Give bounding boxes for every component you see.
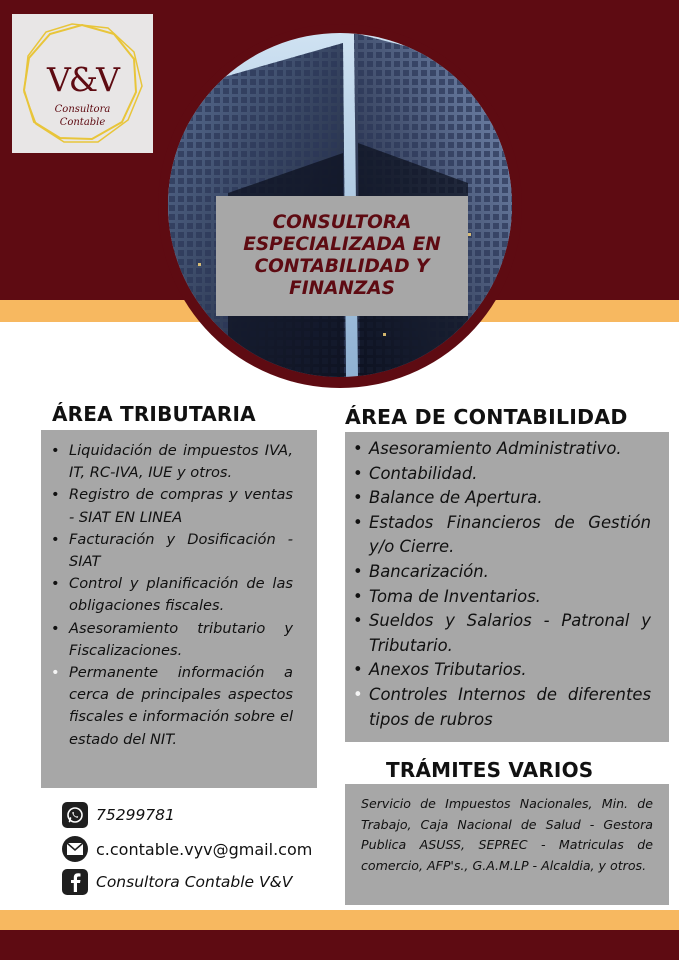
whatsapp-icon xyxy=(62,802,88,828)
contact-facebook[interactable] xyxy=(62,869,292,895)
email-address: c.contable.vyv@gmail.com xyxy=(96,839,313,859)
bottom-maroon-band xyxy=(0,930,679,960)
area-contabilidad-list xyxy=(369,437,651,732)
list-item: • Controles Internos de diferentes tipos de rubros xyxy=(369,683,651,732)
contact-email[interactable] xyxy=(62,836,312,862)
list-item: • Bancarización. xyxy=(369,560,651,585)
facebook-icon xyxy=(62,869,88,895)
list-item: • Facturación y Dosificación - SIAT xyxy=(69,529,293,573)
facebook-page: Consultora Contable V&V xyxy=(96,873,293,891)
tramites-title: TRÁMITES VARIOS xyxy=(386,758,594,782)
logo-monogram: V&V xyxy=(46,60,119,99)
list-item: • Asesoramiento Administrativo. xyxy=(369,437,651,462)
list-item: • Liquidación de impuestos IVA, IT, RC-IVA, IUE y otros. xyxy=(69,440,293,484)
area-tributaria-title: ÁREA TRIBUTARIA xyxy=(52,402,256,426)
list-item: • Estados Financieros de Gestión y/o Cierre. xyxy=(369,511,651,560)
phone-number: 75299781 xyxy=(96,806,175,824)
contact-phone[interactable] xyxy=(62,802,175,828)
list-item: • Registro de compras y ventas - SIAT EN LINEA xyxy=(69,484,293,528)
logo-line-1: Consultora xyxy=(54,104,111,115)
area-tributaria-list xyxy=(69,440,293,751)
list-item: • Permanente información a cerca de principales aspectos fiscales e información sobre el estado del NIT. xyxy=(69,662,293,751)
headline: CONSULTORA ESPECIALIZADA EN CONTABILIDAD Y FINANZAS xyxy=(243,212,441,299)
list-item: • Balance de Apertura. xyxy=(369,486,651,511)
area-contabilidad-title: ÁREA DE CONTABILIDAD xyxy=(345,405,628,429)
tramites-text: Servicio de Impuestos Nacionales, Min. de Trabajo, Caja Nacional de Salud - Gestora Publica ASUSS, SEPREC - Matriculas de comercio, AFP's., G.A.M.LP - Alcaldia, y otros. xyxy=(361,796,653,873)
headline-box xyxy=(216,196,468,316)
tramites-panel xyxy=(345,784,669,905)
logo-line-2: Contable xyxy=(59,117,106,128)
list-item: • Contabilidad. xyxy=(369,462,651,487)
email-icon xyxy=(62,836,88,862)
bottom-orange-strip xyxy=(0,910,679,930)
area-tributaria-panel xyxy=(41,430,317,788)
list-item: • Control y planificación de las obligaciones fiscales. xyxy=(69,573,293,617)
list-item: • Sueldos y Salarios - Patronal y Tributario. xyxy=(369,609,651,658)
list-item: • Toma de Inventarios. xyxy=(369,585,651,610)
list-item: • Anexos Tributarios. xyxy=(369,658,651,683)
logo xyxy=(12,14,153,153)
list-item: • Asesoramiento tributario y Fiscalizaciones. xyxy=(69,618,293,662)
area-contabilidad-panel xyxy=(345,432,669,742)
